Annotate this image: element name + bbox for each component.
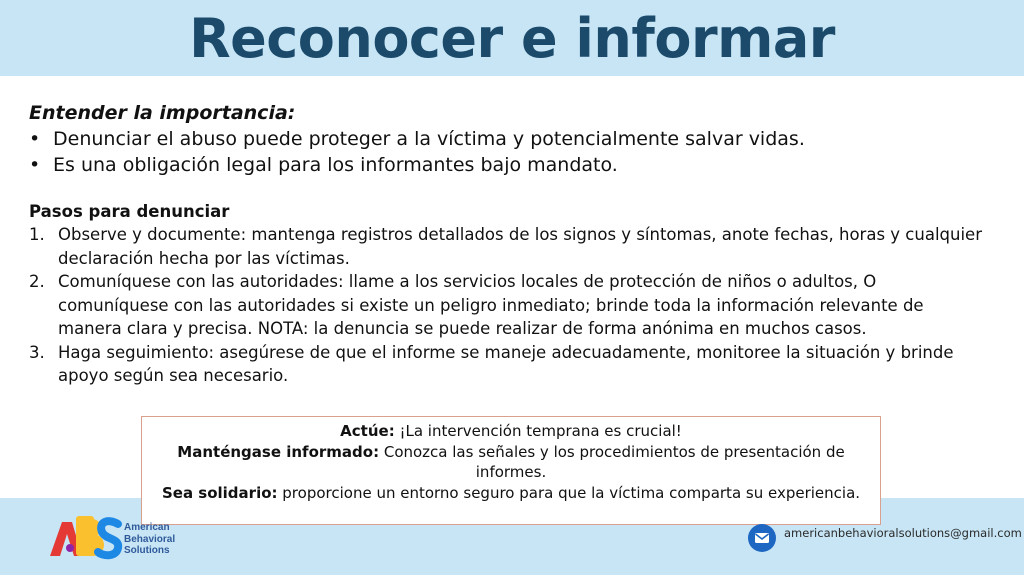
abs-logo-icon (48, 512, 124, 560)
callout-label: Sea solidario: (161, 483, 278, 502)
list-item (29, 223, 989, 270)
callout-label: Actúe: (340, 422, 395, 440)
company-logo (48, 512, 183, 560)
logo-line: Solutions (124, 545, 170, 556)
logo-line: American (124, 522, 170, 533)
callout-box (141, 416, 881, 525)
callout-text: ¡La intervención temprana es crucial! (394, 422, 682, 440)
importance-heading: Entender la importancia: (29, 102, 296, 124)
callout-line (156, 421, 866, 442)
envelope-icon[interactable] (748, 524, 776, 552)
list-item (29, 341, 989, 388)
step-number: 1. (29, 225, 45, 244)
list-item: • Denunciar el abuso puede proteger a la víctima y potencialmente salvar vidas. (29, 126, 989, 152)
steps-heading: Pasos para denunciar (29, 202, 230, 221)
step-number: 2. (29, 272, 45, 291)
steps-list (29, 223, 989, 388)
callout-text: proporcione un entorno seguro para que la víctima comparta su experiencia. (277, 483, 861, 502)
step-text: Observe y documente: mantenga registros detallados de los signos y síntomas, anote fechas, horas y cualquier declaración hecha por las víctimas. (58, 225, 982, 268)
step-text: Comuníquese con las autoridades: llame a los servicios locales de protección de niños o adultos, O comuníquese con las autoridades si existe un peligro inmediato; brinde toda la información relevante de manera clara y precisa. NOTA: la denuncia se puede realizar de forma anónima en muchos casos. (58, 272, 924, 338)
callout-label: Manténgase informado: (177, 442, 380, 461)
logo-wordmark (124, 522, 175, 557)
main-content (29, 100, 989, 388)
page-title: Reconocer e informar (189, 7, 835, 70)
list-item: • Es una obligación legal para los informantes bajo mandato. (29, 152, 989, 178)
step-number: 3. (29, 342, 45, 362)
callout-text: Conozca las señales y los procedimientos de presentación de informes. (379, 442, 845, 481)
importance-list (29, 126, 989, 178)
email-link[interactable]: americanbehavioralsolutions@gmail.com (784, 526, 1022, 540)
callout-line (156, 442, 866, 483)
logo-line: Behavioral (124, 533, 176, 545)
list-item (29, 270, 989, 341)
callout-line (156, 483, 866, 504)
step-text: Haga seguimiento: asegúrese de que el informe se maneje adecuadamente, monitoree la situación y brinde apoyo según sea necesario. (58, 342, 954, 385)
